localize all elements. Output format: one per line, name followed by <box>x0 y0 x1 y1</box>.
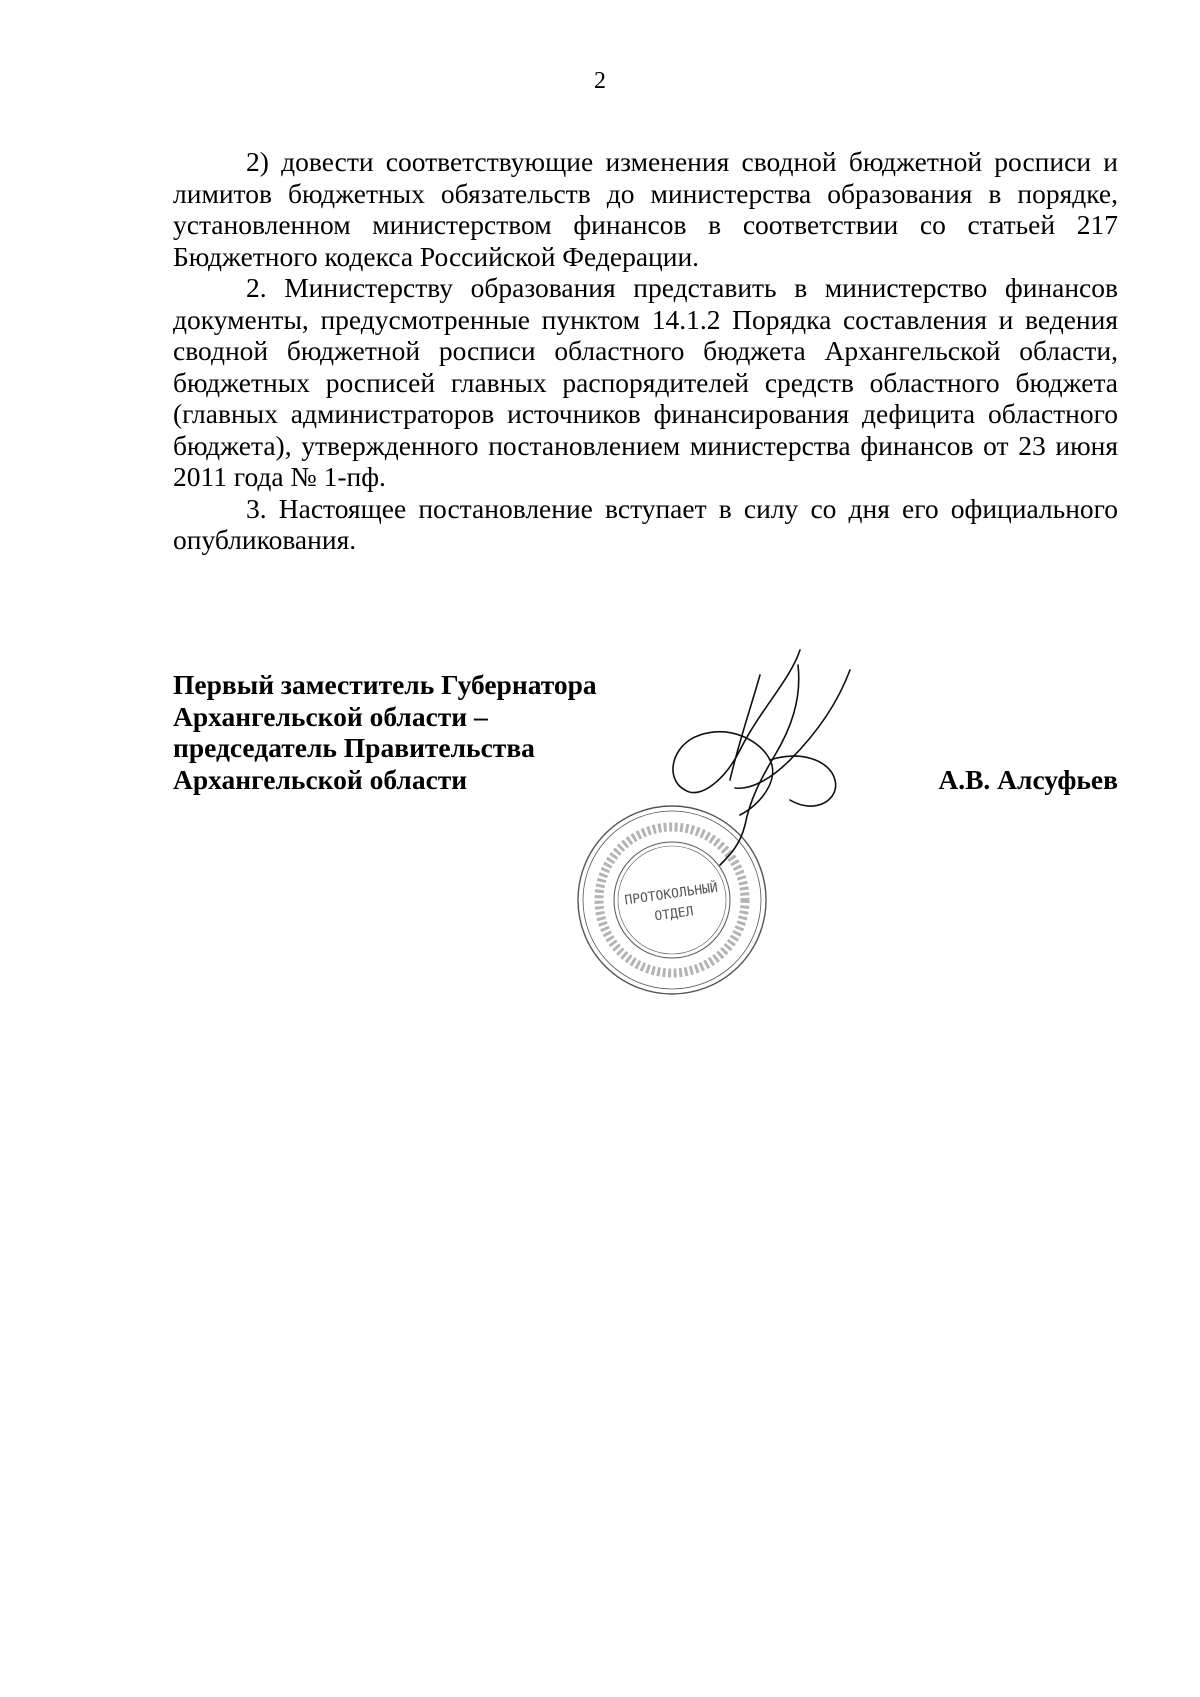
document-body <box>173 146 1118 556</box>
signer-title-line: председатель Правительства <box>173 732 535 763</box>
paragraph: 2) довести соответствующие изменения сводной бюджетной росписи и лимитов бюджетных обязательств до министерства образования в порядке, установленном министерством финансов в соответствии со статьей 217 Бюджетного кодекса Российской Федерации. <box>173 146 1118 272</box>
signer-title-line: Архангельской области – <box>173 700 488 732</box>
signer-name: А.В. Алсуфьев <box>938 763 1118 795</box>
handwritten-signature <box>640 640 870 880</box>
signer-title <box>173 669 597 795</box>
seal-center-text: ОТДЕЛ <box>653 904 695 925</box>
signer-title-line: Первый заместитель Губернатора <box>173 669 597 700</box>
paragraph: 2. Министерству образования представить в министерство финансов документы, предусмотренные пунктом 14.1.2 Порядка составления и ведения сводной бюджетной росписи областного бюджета Архангельской области, бюджетных росписей главных распорядителей средств областного бюджета (главных администраторов источников финансирования дефицита областного бюджета), утвержденного постановлением министерства финансов от 23 июня 2011 года № 1-пф. <box>173 272 1118 492</box>
signer-title-line: Архангельской области <box>173 763 468 795</box>
paragraph: 3. Настоящее постановление вступает в силу со дня его официального опубликования. <box>173 492 1118 555</box>
seal-center-text: ПРОТОКОЛЬНЫЙ <box>623 880 719 909</box>
page-number: 2 <box>594 68 606 94</box>
